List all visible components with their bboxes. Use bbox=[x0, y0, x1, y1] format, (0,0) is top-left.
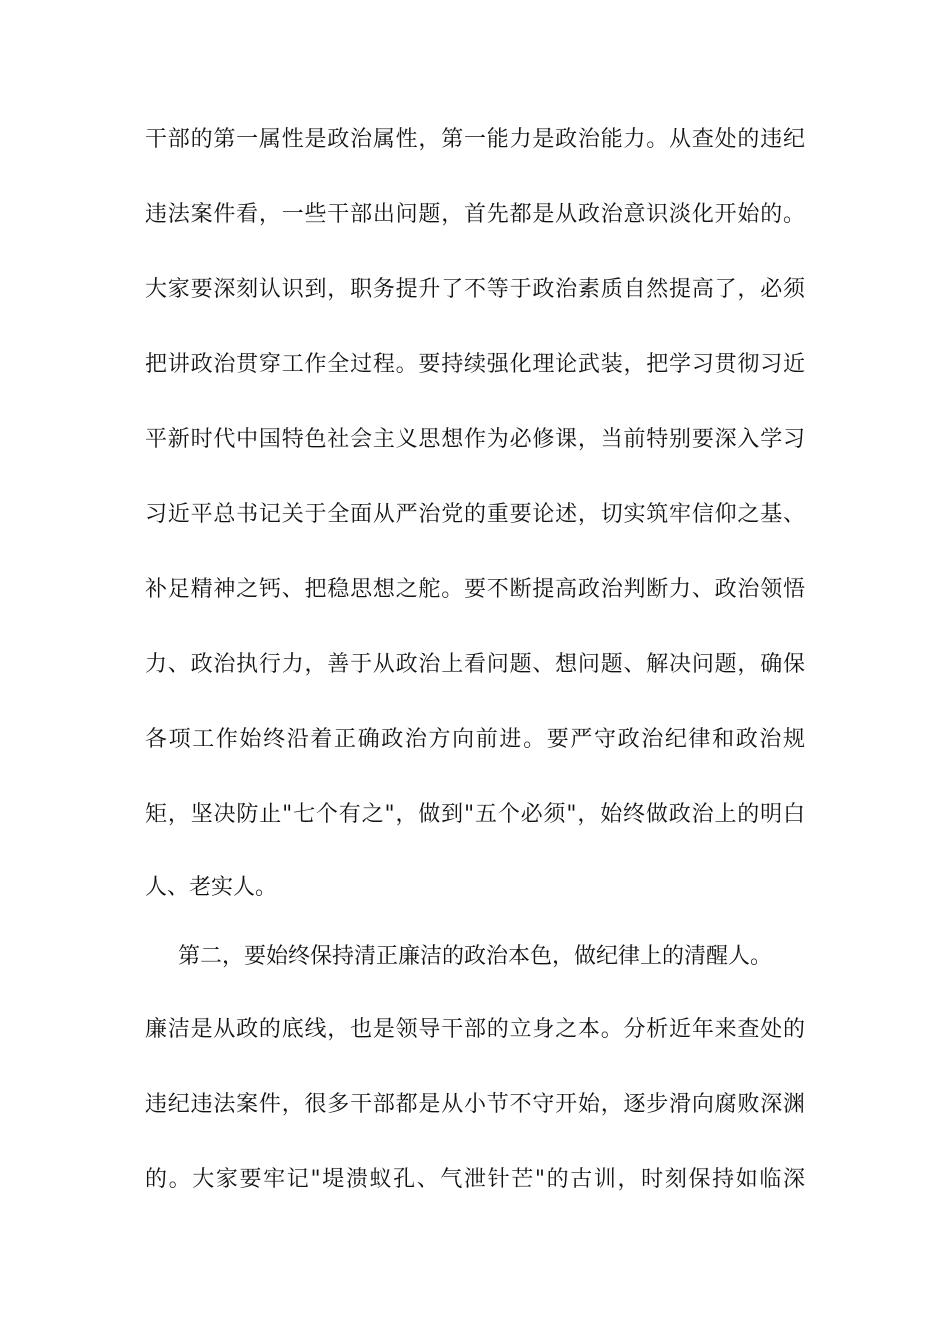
section-heading-line: 第二，要始终保持清正廉洁的政治本色，做纪律上的清醒人。 bbox=[178, 944, 773, 969]
text-line: 干部的第一属性是政治属性，第一能力是政治能力。从查处的违纪 bbox=[145, 127, 805, 152]
text-line: 人、老实人。 bbox=[145, 875, 278, 900]
text-line: 把讲政治贯穿工作全过程。要持续强化理论武装，把学习贯彻习近 bbox=[145, 352, 805, 377]
text-line: 习近平总书记关于全面从严治党的重要论述，切实筑牢信仰之基、 bbox=[145, 502, 805, 527]
text-line: 力、政治执行力，善于从政治上看问题、想问题、解决问题，确保 bbox=[145, 652, 805, 677]
text-line: 的。大家要牢记"堤溃蚁孔、气泄针芒"的古训，时刻保持如临深 bbox=[145, 1167, 805, 1192]
text-line: 矩，坚决防止"七个有之"，做到"五个必须"，始终做政治上的明白 bbox=[145, 802, 805, 827]
text-line: 廉洁是从政的底线，也是领导干部的立身之本。分析近年来查处的 bbox=[145, 1017, 805, 1042]
text-line: 违纪违法案件，很多干部都是从小节不守开始，逐步滑向腐败深渊 bbox=[145, 1092, 805, 1117]
text-line: 平新时代中国特色社会主义思想作为必修课，当前特别要深入学习 bbox=[145, 427, 805, 452]
text-line: 各项工作始终沿着正确政治方向前进。要严守政治纪律和政治规 bbox=[145, 727, 805, 752]
text-line: 大家要深刻认识到，职务提升了不等于政治素质自然提高了，必须 bbox=[145, 277, 805, 302]
text-line: 补足精神之钙、把稳思想之舵。要不断提高政治判断力、政治领悟 bbox=[145, 577, 805, 602]
text-line: 违法案件看，一些干部出问题，首先都是从政治意识淡化开始的。 bbox=[145, 202, 805, 227]
